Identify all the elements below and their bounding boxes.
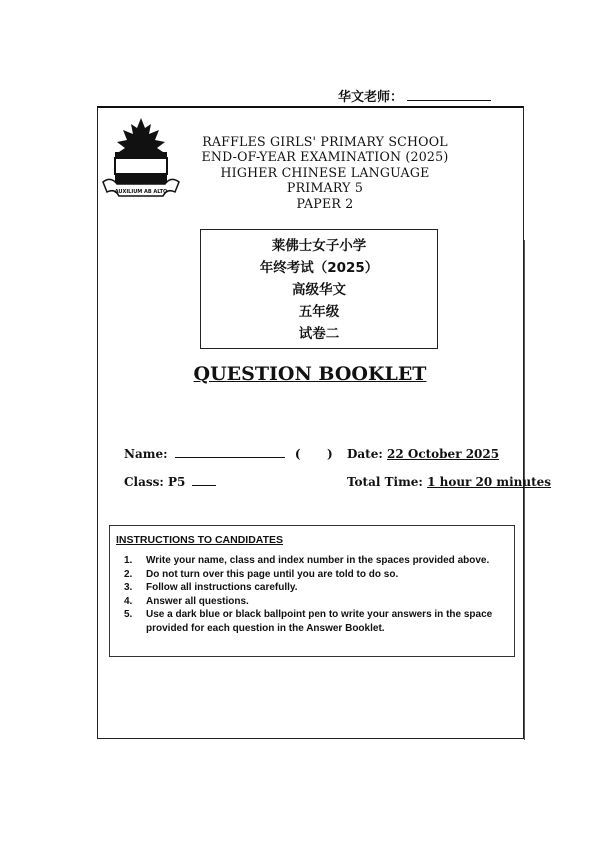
school-name-en: RAFFLES GIRLS' PRIMARY SCHOOL — [202, 134, 448, 149]
teacher-name-blank[interactable] — [407, 88, 491, 101]
time-value: 1 hour 20 minutes — [427, 475, 552, 489]
instruction-item — [124, 554, 509, 568]
time-label: Total Time: — [347, 475, 423, 489]
subject-cn: 高级华文 — [292, 282, 346, 298]
date-value: 22 October 2025 — [386, 447, 500, 461]
instruction-text: Answer all questions. — [146, 595, 249, 607]
school-title-cn-box — [200, 229, 438, 349]
instruction-item — [124, 595, 509, 609]
exam-name-en: END-OF-YEAR EXAMINATION (2025) — [201, 149, 449, 165]
paper-cn: 试卷二 — [298, 326, 340, 342]
level-cn: 五年级 — [298, 304, 340, 320]
class-label: Class: P5 — [124, 475, 186, 489]
instructions-box — [109, 525, 515, 657]
index-paren-close: ) — [326, 447, 333, 461]
instructions-list — [124, 548, 509, 635]
class-field — [124, 475, 216, 489]
date-field — [347, 447, 499, 461]
school-name-cn: 莱佛士女子小学 — [271, 238, 367, 254]
crest-motto: AUXILIUM AB ALTO — [114, 189, 168, 195]
level-en: PRIMARY 5 — [286, 180, 364, 196]
class-blank[interactable] — [192, 475, 216, 486]
instruction-text: Do not turn over this page until you are told to do so. — [146, 568, 399, 580]
instruction-number: 2. — [124, 568, 133, 580]
paper-en: PAPER 2 — [296, 195, 354, 211]
school-crest-logo — [101, 112, 181, 204]
subject-en: HIGHER CHINESE LANGUAGE — [220, 164, 430, 180]
instruction-number: 5. — [124, 609, 133, 620]
instruction-text: Use a dark blue or black ballpoint pen to write your answers in the space provided for each question in the Answer Booklet. — [146, 609, 493, 634]
school-title-en — [195, 134, 455, 211]
total-time-field — [347, 475, 551, 489]
instruction-text: Write your name, class and index number in the spaces provided above. — [146, 555, 490, 566]
teacher-label: 华文老师： — [338, 90, 404, 105]
instructions-title: INSTRUCTIONS TO CANDIDATES — [116, 534, 284, 546]
teacher-name-field — [338, 86, 491, 105]
index-paren-open: ( — [294, 447, 301, 461]
date-label: Date: — [347, 447, 383, 461]
instruction-item — [124, 608, 509, 635]
scan-edge-line — [524, 240, 525, 740]
instruction-item — [124, 568, 509, 582]
booklet-title: QUESTION BOOKLET — [193, 363, 427, 385]
instruction-item — [124, 581, 509, 595]
instruction-text: Follow all instructions carefully. — [146, 582, 298, 593]
exam-name-cn: 年终考试（2025） — [259, 260, 379, 276]
instruction-number: 3. — [124, 582, 133, 593]
name-blank[interactable] — [175, 447, 285, 458]
name-field — [124, 447, 333, 461]
instruction-number: 4. — [124, 595, 133, 607]
name-label: Name: — [124, 447, 168, 461]
instruction-number: 1. — [124, 555, 133, 566]
